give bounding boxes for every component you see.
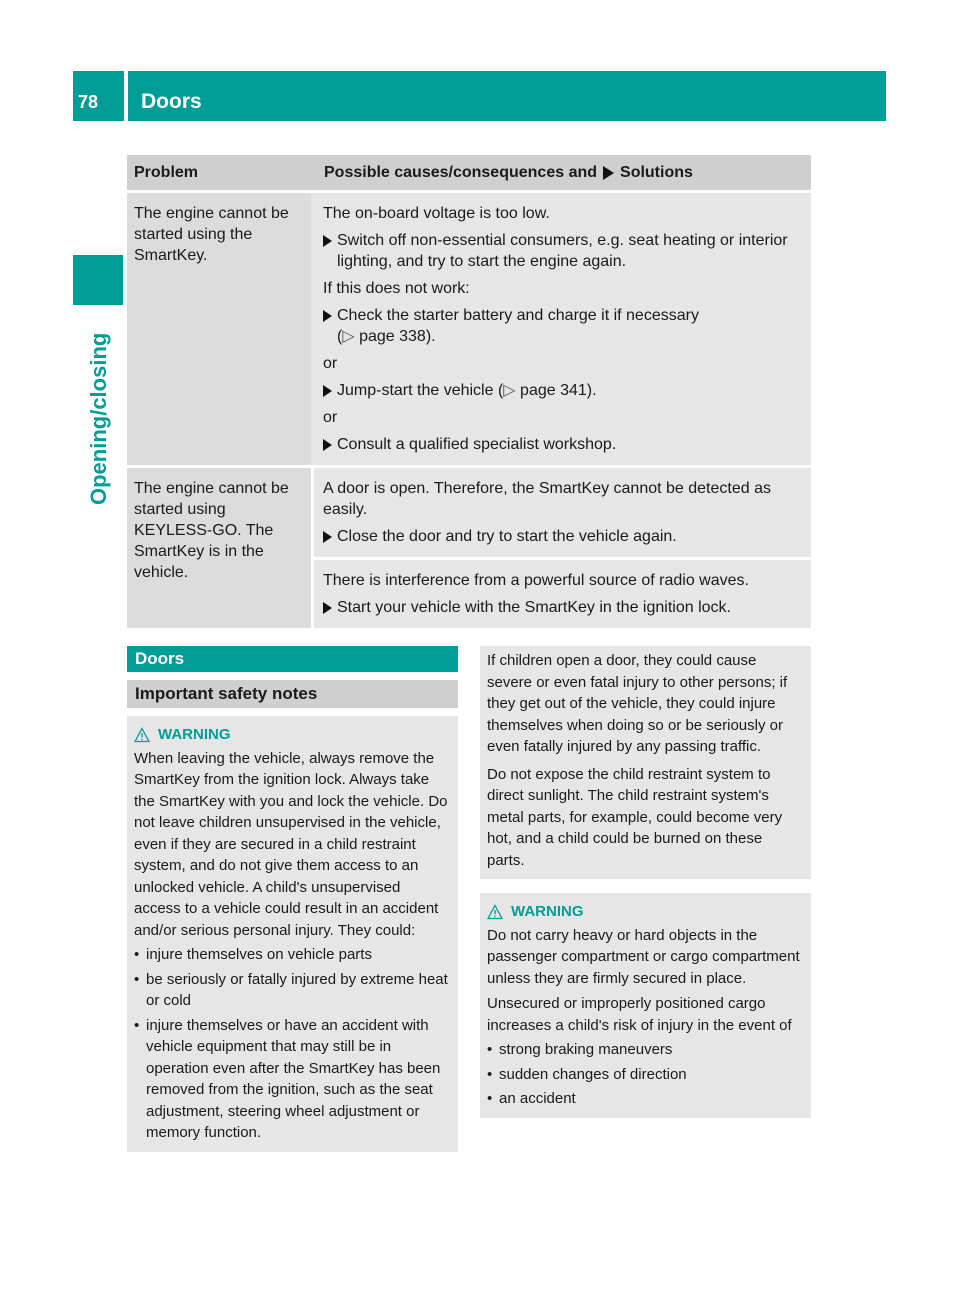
- arrow-icon: [323, 439, 335, 455]
- column-header-problem: Problem: [134, 163, 199, 181]
- list-item: • be seriously or fatally injured by extreme heat or cold: [134, 970, 448, 1009]
- solution-cell: [314, 193, 811, 465]
- section-title: Doors: [127, 646, 458, 672]
- column-header-solutions: [315, 164, 811, 182]
- list-item: • an accident: [487, 1090, 576, 1107]
- page-ref-icon: ▷: [342, 328, 355, 345]
- side-chapter-tab: Opening/closing: [86, 332, 111, 505]
- warning-heading: [487, 901, 803, 923]
- step-item: Switch off non-essential consumers, e.g. seat heating or interior lighting, and try to start the engine again.: [323, 230, 804, 272]
- page-title: Doors: [141, 90, 202, 113]
- step-item: Jump-start the vehicle (▷ page 341).: [323, 380, 804, 401]
- paragraph: Do not expose the child restraint system to direct sunlight. The child restraint system's metal parts, for example, could become very hot, and a child could be burned on these parts.: [487, 765, 783, 869]
- problem-cell: The engine cannot be started using the SmartKey.: [127, 193, 311, 465]
- warning-label: WARNING: [158, 726, 231, 743]
- left-column: [127, 646, 458, 1152]
- column-header-solutions-b: Solutions: [620, 163, 693, 181]
- list-item: • sudden changes of direction: [487, 1065, 687, 1083]
- warning-triangle-icon: [134, 727, 150, 743]
- side-marker: [73, 255, 123, 305]
- arrow-icon: [323, 310, 335, 347]
- paragraph: Unsecured or improperly positioned cargo increases a child's risk of injury in the event of: [487, 995, 792, 1034]
- cause-text: There is interference from a powerful source of radio waves.: [323, 572, 749, 589]
- solution-cell: [314, 468, 811, 628]
- arrow-icon: [603, 166, 614, 180]
- or-text: or: [323, 409, 338, 426]
- warning-triangle-icon: [487, 904, 503, 920]
- column-header-solutions-a: Possible causes/consequences and: [324, 163, 598, 181]
- troubleshooting-table: [127, 155, 811, 628]
- subsection-title: Important safety notes: [127, 680, 458, 708]
- table-row: [127, 468, 811, 628]
- page-number: 78: [78, 92, 99, 112]
- right-column: [480, 646, 811, 1118]
- page-ref-link[interactable]: page 341).: [520, 382, 597, 399]
- cause-text: The on-board voltage is too low.: [323, 205, 550, 222]
- arrow-icon: [323, 602, 335, 618]
- cause-text: A door is open. Therefore, the SmartKey cannot be detected as easily.: [323, 480, 771, 518]
- warning-box: [480, 893, 811, 1118]
- paragraph: Do not carry heavy or hard objects in the passenger compartment or cargo compartment unless they are firmly secured in place.: [487, 926, 800, 987]
- step-item: Close the door and try to start the vehicle again.: [323, 526, 804, 547]
- page-ref-icon: ▷: [503, 382, 516, 399]
- or-text: or: [323, 355, 338, 372]
- list-item: • injure themselves or have an accident with vehicle equipment that may still be in operation even after the SmartKey has been removed from the ignition, such as the seat adjustment, steering wheel adjustment or memory function.: [134, 1016, 441, 1141]
- step-item: Start your vehicle with the SmartKey in the ignition lock.: [323, 597, 804, 618]
- list-item: • strong braking maneuvers: [487, 1041, 673, 1058]
- warning-continued-box: [480, 646, 811, 879]
- arrow-icon: [323, 385, 335, 401]
- header-separator: [124, 71, 128, 121]
- warning-label: WARNING: [511, 903, 584, 920]
- table-header: [127, 155, 811, 190]
- paragraph: If children open a door, they could cause severe or even fatal injury to other persons; if they get out of the vehicle, they could injure themselves when doing so or be seriously or even fatally injured by any passing traffic.: [487, 652, 788, 755]
- condition-text: If this does not work:: [323, 280, 470, 297]
- arrow-icon: [323, 235, 335, 272]
- warning-box: [127, 716, 458, 1152]
- list-item: • injure themselves on vehicle parts: [134, 946, 372, 963]
- warning-text: When leaving the vehicle, always remove the SmartKey from the ignition lock. Always take the SmartKey with you and lock the vehicle. Do not leave children unsupervised in the vehicle, even if they are secured in a child restraint system, and do not give them access to an unlocked vehicle. A child's unsupervised access to a vehicle could result in an accident and/or serious personal injury. They could:: [134, 749, 448, 939]
- table-row: [127, 193, 811, 465]
- page-ref-link[interactable]: page 338).: [359, 328, 436, 345]
- warning-heading: [134, 724, 450, 746]
- problem-cell: The engine cannot be started using KEYLESS-GO. The SmartKey is in the vehicle.: [127, 468, 311, 628]
- step-item: Check the starter battery and charge it if necessary (▷ page 338).: [323, 305, 804, 347]
- step-item: Consult a qualified specialist workshop.: [323, 434, 804, 455]
- arrow-icon: [323, 531, 335, 547]
